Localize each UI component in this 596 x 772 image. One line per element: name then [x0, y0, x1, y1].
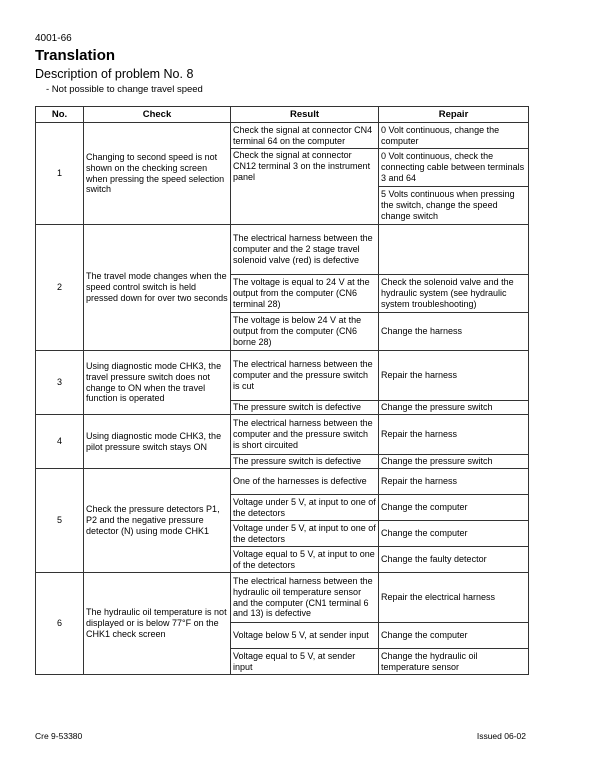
header-check: Check [84, 107, 231, 123]
repair-cell: Change the pressure switch [379, 455, 529, 469]
repair-cell: Change the pressure switch [379, 401, 529, 415]
table-header-row [36, 107, 529, 123]
repair-cell: Change the computer [379, 623, 529, 649]
header-repair: Repair [379, 107, 529, 123]
repair-cell: Change the computer [379, 495, 529, 521]
result-cell: The pressure switch is defective [231, 455, 379, 469]
repair-cell [379, 225, 529, 275]
check-cell: The travel mode changes when the speed control switch is held pressed down for over two seconds [84, 225, 231, 351]
header-no: No. [36, 107, 84, 123]
result-cell: The electrical harness between the computer and the 2 stage travel solenoid valve (red) is defective [231, 225, 379, 275]
document-reference: Cre 9-53380 [35, 731, 83, 741]
step-number: 1 [36, 123, 84, 225]
repair-cell: 0 Volt continuous, check the connecting cable between terminals 3 and 64 [379, 149, 529, 187]
repair-cell: Change the computer [379, 521, 529, 547]
repair-cell: Change the hydraulic oil temperature sensor [379, 649, 529, 675]
header-result: Result [231, 107, 379, 123]
result-cell: Voltage below 5 V, at sender input [231, 623, 379, 649]
page-number: 4001-66 [35, 33, 72, 44]
result-cell: Voltage equal to 5 V, at sender input [231, 649, 379, 675]
repair-cell: Repair the harness [379, 469, 529, 495]
result-cell: The electrical harness between the computer and the pressure switch is cut [231, 351, 379, 401]
step-number: 4 [36, 415, 84, 469]
result-cell: The electrical harness between the hydraulic oil temperature sensor and the computer (CN1 terminal 6 and 13) is defective [231, 573, 379, 623]
repair-cell: 5 Volts continuous when pressing the switch, change the speed change switch [379, 187, 529, 225]
step-number: 3 [36, 351, 84, 415]
check-cell: Changing to second speed is not shown on the checking screen when pressing the speed selection switch [84, 123, 231, 225]
table-row [36, 351, 529, 401]
repair-cell: Repair the electrical harness [379, 573, 529, 623]
repair-cell: Repair the harness [379, 351, 529, 401]
result-cell: Check the signal at connector CN4 terminal 64 on the computer [231, 123, 379, 149]
check-cell: The hydraulic oil temperature is not displayed or is below 77°F on the CHK1 check screen [84, 573, 231, 675]
table-row [36, 123, 529, 149]
result-cell: Check the signal at connector CN12 terminal 3 on the instrument panel [231, 149, 379, 225]
result-cell: The electrical harness between the computer and the pressure switch is short circuited [231, 415, 379, 455]
step-number: 6 [36, 573, 84, 675]
problem-subtitle: - Not possible to change travel speed [46, 84, 203, 95]
result-cell: The voltage is equal to 24 V at the output from the computer (CN6 terminal 28) [231, 275, 379, 313]
problem-title: Description of problem No. 8 [35, 67, 194, 81]
repair-cell: Repair the harness [379, 415, 529, 455]
repair-cell: 0 Volt continuous, change the computer [379, 123, 529, 149]
repair-cell: Change the harness [379, 313, 529, 351]
issue-date: Issued 06-02 [476, 731, 526, 741]
step-number: 5 [36, 469, 84, 573]
check-cell: Using diagnostic mode CHK3, the pilot pressure switch stays ON [84, 415, 231, 469]
table-row [36, 415, 529, 455]
section-title: Translation [35, 47, 116, 64]
check-cell: Check the pressure detectors P1, P2 and the negative pressure detector (N) using mode CHK1 [84, 469, 231, 573]
check-cell: Using diagnostic mode CHK3, the travel pressure switch does not change to ON when the travel function is operated [84, 351, 231, 415]
repair-cell: Change the faulty detector [379, 547, 529, 573]
result-cell: Voltage equal to 5 V, at input to one of the detectors [231, 547, 379, 573]
repair-cell: Check the solenoid valve and the hydraulic system (see hydraulic system troubleshooting) [379, 275, 529, 313]
table-row [36, 225, 529, 275]
result-cell: Voltage under 5 V, at input to one of the detectors [231, 495, 379, 521]
table-row [36, 469, 529, 495]
result-cell: Voltage under 5 V, at input to one of the detectors [231, 521, 379, 547]
result-cell: One of the harnesses is defective [231, 469, 379, 495]
result-cell: The voltage is below 24 V at the output from the computer (CN6 borne 28) [231, 313, 379, 351]
step-number: 2 [36, 225, 84, 351]
table-row [36, 573, 529, 623]
result-cell: The pressure switch is defective [231, 401, 379, 415]
troubleshooting-table [35, 106, 529, 675]
